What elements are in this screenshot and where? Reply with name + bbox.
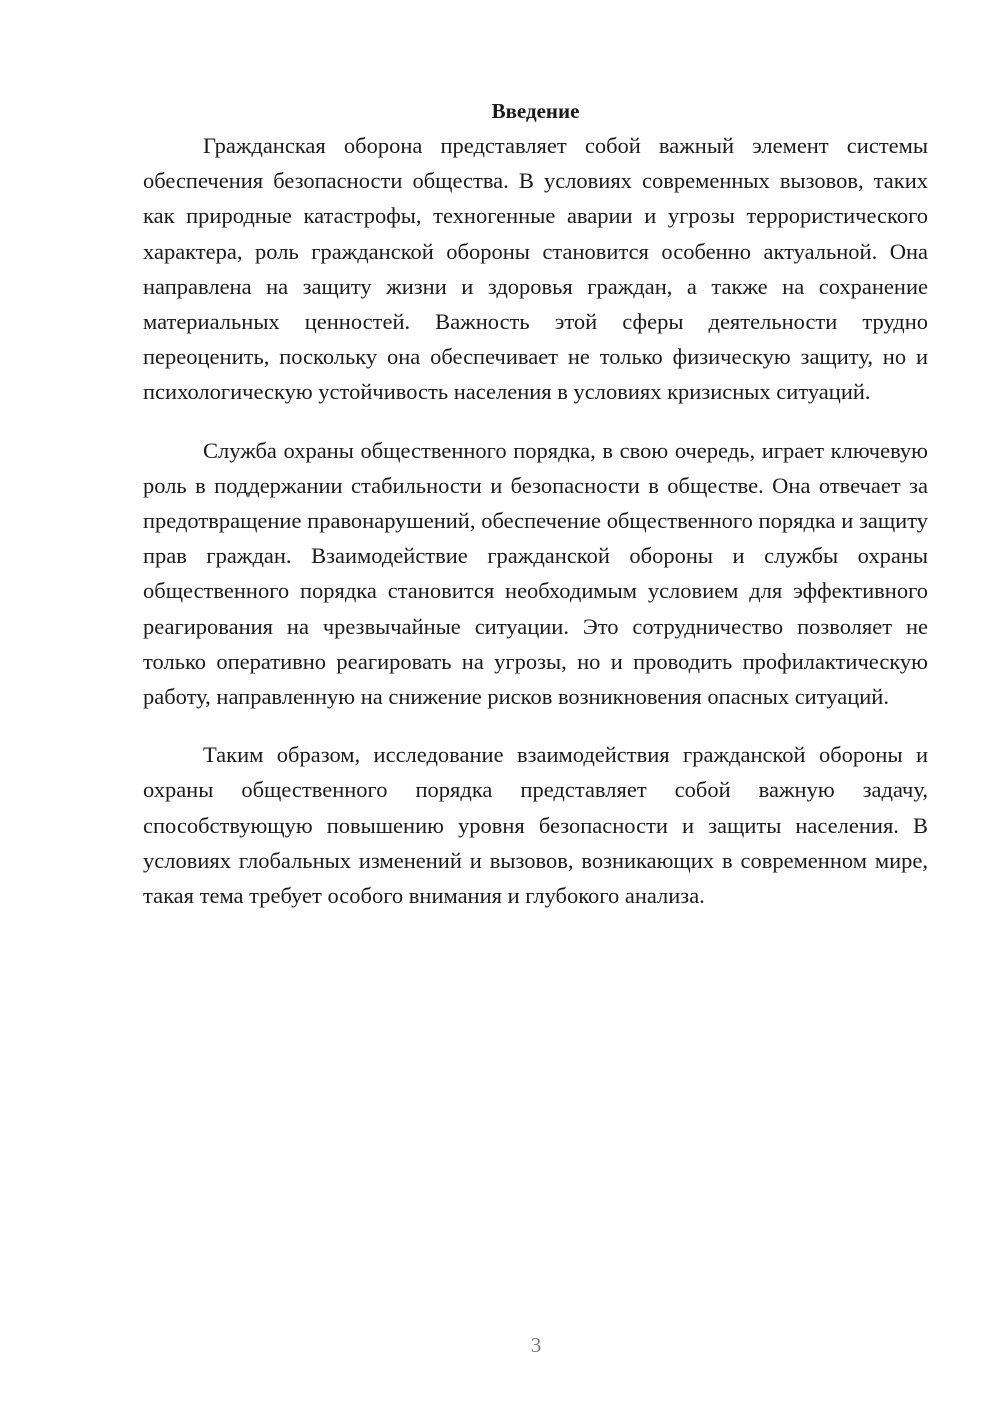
page-number: 3 — [530, 1333, 542, 1357]
paragraph-2: Служба охраны общественного порядка, в свою очередь, играет ключевую роль в поддержании стабильности и безопасности в обществе. Она отвечает за предотвращение правонарушений, обеспечение общественного порядка и защиту прав граждан. Взаимодействие гражданской обороны и службы охраны общественного порядка становится необходимым условием для эффективного реагирования на чрезвычайные ситуации. Это сотрудничество позволяет не только оперативно реагировать на угрозы, но и проводить профилактическую работу, направленную на снижение рисков возникновения опасных ситуаций. — [143, 437, 928, 710]
paragraph-1: Гражданская оборона представляет собой важный элемент системы обеспечения безопасности общества. В условиях современных вызовов, таких как природные катастрофы, техногенные аварии и угрозы террористического характера, роль гражданской обороны становится особенно актуальной. Она направлена на защиту жизни и здоровья граждан, а также на сохранение материальных ценностей. Важность этой сферы деятельности трудно переоценить, поскольку она обеспечивает не только физическую защиту, но и психологическую устойчивость населения в условиях кризисных ситуаций. — [143, 133, 928, 405]
section-heading: Введение — [491, 99, 580, 123]
page-content — [143, 94, 928, 913]
paragraph-3: Таким образом, исследование взаимодействия гражданской обороны и охраны общественного порядка представляет собой важную задачу, способствующую повышению уровня безопасности и защиты населения. В условиях глобальных изменений и вызовов, возникающих в современном мире, такая тема требует особого внимания и глубокого анализа. — [143, 742, 928, 909]
